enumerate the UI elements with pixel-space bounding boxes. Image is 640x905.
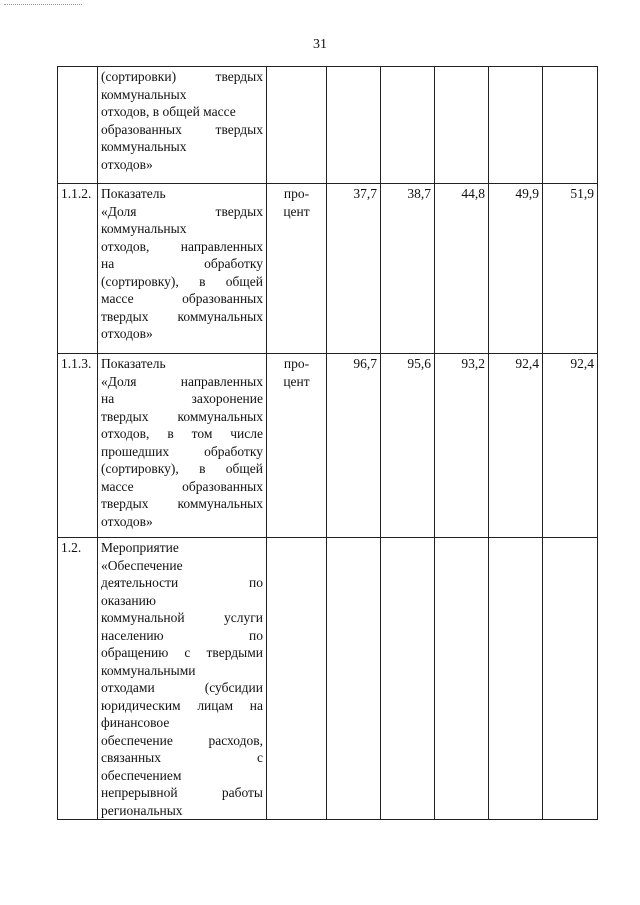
- value-cell: [489, 538, 543, 820]
- indicator-name-line: (сортировку), в общей: [101, 461, 263, 476]
- value-cell: 37,7: [327, 184, 381, 354]
- indicator-name-line: отходов»: [101, 326, 153, 341]
- value-cell: 38,7: [381, 184, 435, 354]
- indicator-name-line: коммунальных: [101, 86, 187, 102]
- indicator-name-line: юридическим лицам на: [101, 697, 263, 713]
- indicator-name: [98, 354, 267, 538]
- indicator-name-line: отходов, в общей массе: [101, 104, 236, 119]
- indicator-name-line: обеспечение расходов,: [101, 732, 263, 748]
- indicator-name-line: твердых коммунальных: [101, 496, 263, 511]
- value-cell: 96,7: [327, 354, 381, 538]
- value-cell: 51,9: [543, 184, 598, 354]
- value-cell: [435, 67, 489, 184]
- indicator-name-line: Показатель: [101, 186, 166, 201]
- value-cell: [489, 67, 543, 184]
- indicator-name-line: коммунальными: [101, 662, 196, 678]
- indicator-name: [98, 538, 267, 820]
- unit-cell: [267, 67, 327, 184]
- indicator-name-line: финансовое: [101, 715, 170, 730]
- indicator-name-line: образованных твердых: [101, 121, 263, 137]
- unit-cell: [267, 354, 327, 538]
- indicator-name-line: обеспечением: [101, 767, 182, 783]
- value-cell: 93,2: [435, 354, 489, 538]
- row-number: 1.1.3.: [58, 354, 98, 538]
- value-cell: 92,4: [543, 354, 598, 538]
- indicator-name-line: непрерывной работы: [101, 785, 263, 800]
- value-cell: [543, 538, 598, 820]
- indicator-name-line: коммунальных: [101, 139, 187, 154]
- indicator-name-line: отходов»: [101, 156, 153, 172]
- indicator-name-line: на захоронение: [101, 391, 263, 406]
- table-row: [58, 354, 598, 538]
- indicator-name-line: «Доля направленных: [101, 373, 263, 389]
- indicator-name-line: на обработку: [101, 256, 263, 271]
- value-cell: [327, 538, 381, 820]
- indicator-name-line: твердых коммунальных: [101, 408, 263, 424]
- table-row: [58, 67, 598, 184]
- scan-artifact: [4, 4, 82, 9]
- indicator-name-line: Мероприятие: [101, 540, 179, 555]
- value-cell: [381, 538, 435, 820]
- indicator-name-line: массе образованных: [101, 478, 263, 494]
- unit-line: цент: [283, 203, 310, 219]
- table-row: [58, 538, 598, 820]
- value-cell: 49,9: [489, 184, 543, 354]
- table-row: [58, 184, 598, 354]
- indicator-name-line: региональных: [101, 802, 183, 818]
- indicator-name-line: отходами (субсидии: [101, 680, 263, 695]
- row-number: 1.2.: [58, 538, 98, 820]
- unit-line: про-: [283, 186, 310, 201]
- indicator-name-line: обращению с твердыми: [101, 645, 263, 660]
- unit-cell: [267, 184, 327, 354]
- indicator-name-line: отходов, в том числе: [101, 426, 263, 441]
- program-indicators-table: [57, 66, 598, 820]
- unit-line: цент: [283, 373, 310, 389]
- indicator-name-line: прошедших обработку: [101, 443, 263, 459]
- indicator-name-line: связанных с: [101, 750, 263, 765]
- indicator-name-line: коммунальных: [101, 221, 187, 236]
- indicator-name-line: твердых коммунальных: [101, 308, 263, 324]
- indicator-name-line: «Доля твердых: [101, 203, 263, 219]
- indicator-name-line: деятельности по: [101, 575, 263, 590]
- indicator-name: [98, 184, 267, 354]
- value-cell: 95,6: [381, 354, 435, 538]
- indicator-name-line: массе образованных: [101, 291, 263, 306]
- indicator-name-line: (сортировки) твердых: [101, 69, 263, 84]
- indicator-name-line: населению по: [101, 627, 263, 643]
- row-number: 1.1.2.: [58, 184, 98, 354]
- value-cell: 92,4: [489, 354, 543, 538]
- indicator-name-line: «Обеспечение: [101, 557, 183, 573]
- indicator-name-line: отходов»: [101, 513, 153, 529]
- indicator-name-line: коммунальной услуги: [101, 610, 263, 625]
- value-cell: [381, 67, 435, 184]
- indicator-name-line: отходов, направленных: [101, 238, 263, 254]
- value-cell: 44,8: [435, 184, 489, 354]
- indicator-name-line: Показатель: [101, 356, 166, 371]
- page-number: 31: [313, 37, 327, 52]
- value-cell: [435, 538, 489, 820]
- unit-line: про-: [283, 356, 310, 371]
- indicator-name-line: оказанию: [101, 592, 156, 608]
- indicator-name-line: (сортировку), в общей: [101, 273, 263, 289]
- unit-cell: [267, 538, 327, 820]
- indicator-name: [98, 67, 267, 184]
- value-cell: [543, 67, 598, 184]
- value-cell: [327, 67, 381, 184]
- row-number: [58, 67, 98, 184]
